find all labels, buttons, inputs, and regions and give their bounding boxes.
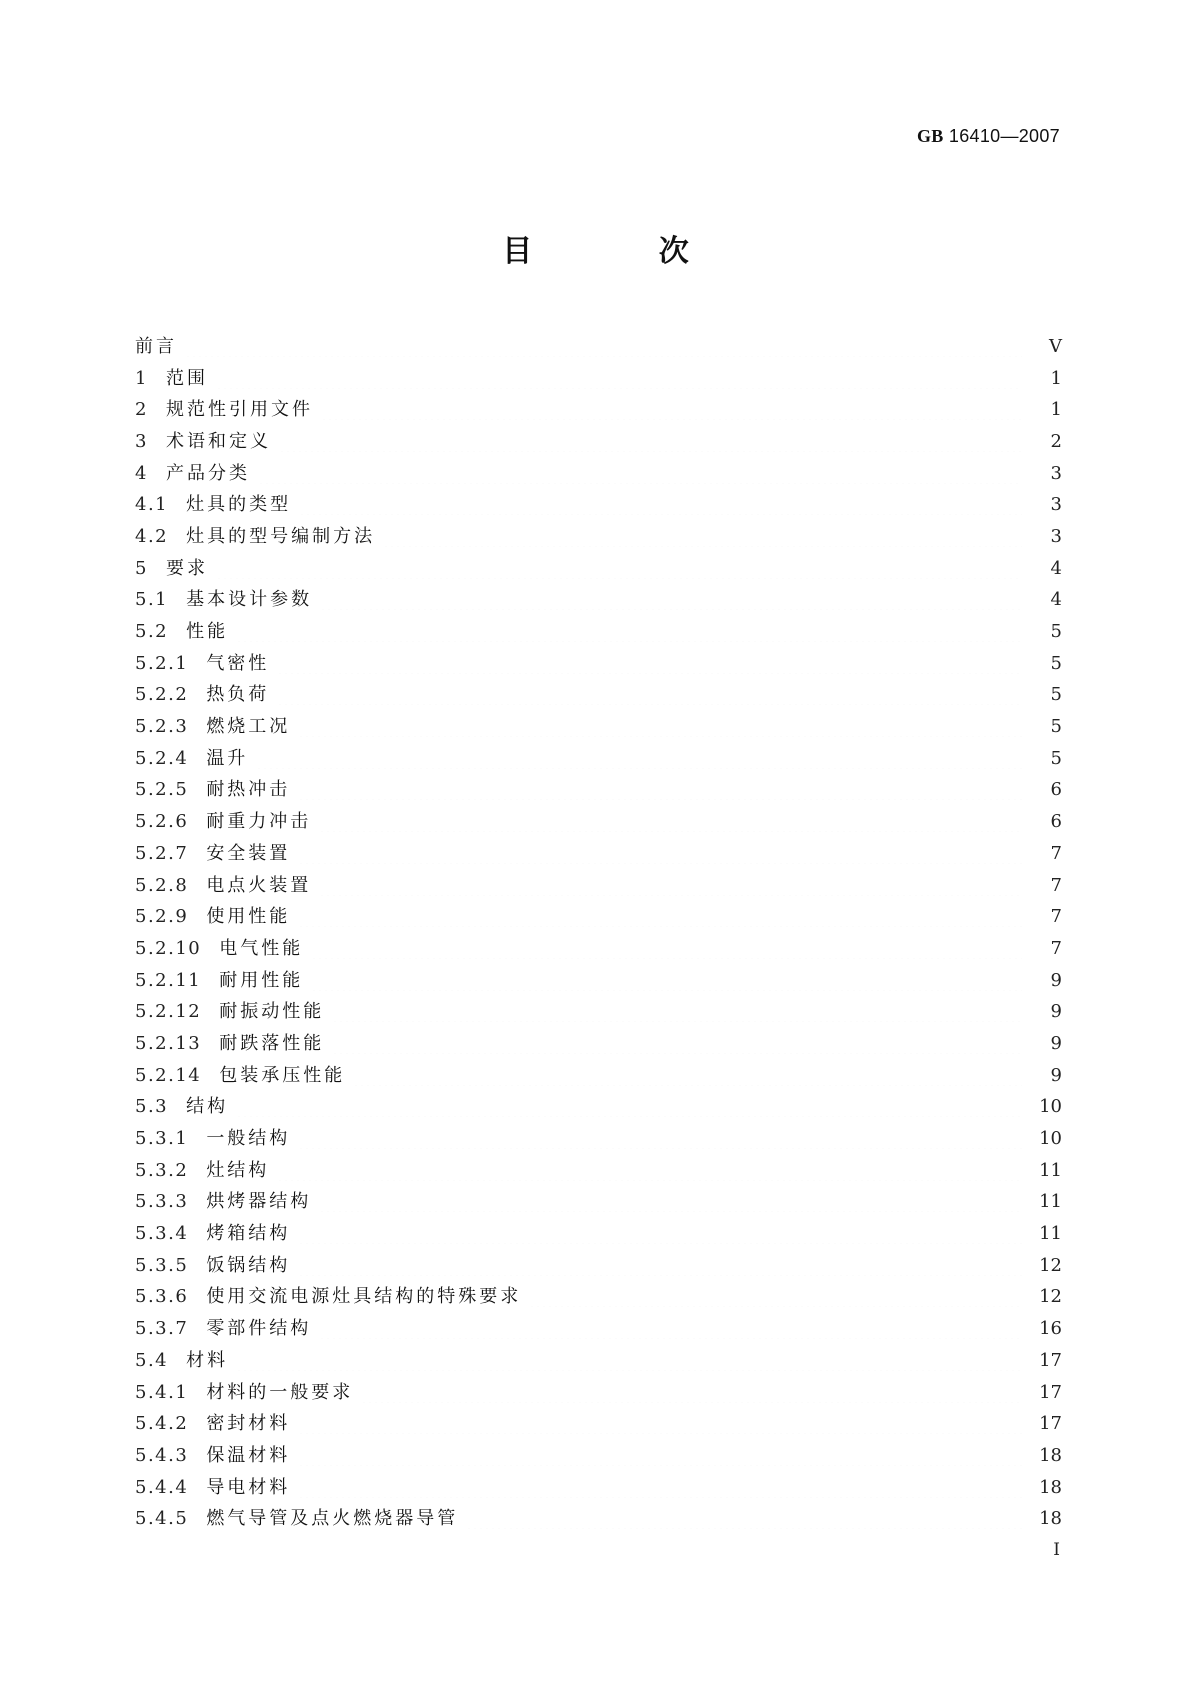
toc-entry-page: 7 [1050, 874, 1062, 896]
toc-entry[interactable] [135, 1060, 1062, 1092]
toc-entry[interactable] [135, 1408, 1062, 1440]
toc-entry[interactable] [135, 933, 1062, 965]
toc-entry-label: 气密性 [206, 652, 270, 674]
toc-dot-leader [236, 622, 1022, 642]
toc-entry-page: 9 [1050, 1032, 1062, 1054]
toc-entry-number: 5.3.5 [135, 1254, 189, 1276]
toc-entry-page: 5 [1050, 716, 1062, 738]
toc-entry-page: 4 [1050, 557, 1062, 579]
toc-dot-leader [332, 1034, 1022, 1054]
toc-entry-page: 10 [1039, 1096, 1062, 1118]
toc-entry-label: 烤箱结构 [206, 1223, 291, 1245]
toc-entry[interactable] [135, 806, 1062, 838]
toc-entry-page: 6 [1050, 811, 1062, 833]
toc-entry-label: 一般结构 [206, 1128, 291, 1150]
toc-entry-page: 5 [1050, 747, 1062, 769]
toc-entry-page: 5 [1050, 684, 1062, 706]
toc-entry-number: 5.2.2 [135, 684, 189, 706]
toc-entry[interactable] [135, 711, 1062, 743]
toc-entry[interactable] [135, 1155, 1062, 1187]
toc-entry-number: 5.3 [135, 1096, 169, 1118]
toc-entry-page: 11 [1039, 1223, 1062, 1245]
toc-dot-leader [185, 337, 1022, 357]
toc-dot-leader [298, 1256, 1022, 1276]
toc-entry-label: 范围 [165, 367, 208, 389]
toc-entry-number: 5.4 [135, 1349, 169, 1371]
toc-entry-label: 零部件结构 [206, 1318, 312, 1340]
toc-entry-page: 11 [1039, 1159, 1062, 1181]
toc-entry-number: 5.4.2 [135, 1413, 189, 1435]
toc-entry-label: 灶具的类型 [186, 494, 292, 516]
toc-entry-number: 4 [135, 462, 148, 484]
toc-entry-page: 17 [1039, 1349, 1062, 1371]
toc-dot-leader [319, 1319, 1022, 1339]
toc-dot-leader [298, 907, 1022, 927]
toc-entry-number: 5.2.5 [135, 779, 189, 801]
toc-entry[interactable] [135, 1187, 1062, 1219]
toc-entry-page: 1 [1050, 367, 1062, 389]
toc-entry-label: 材料的一般要求 [206, 1381, 354, 1403]
toc-entry-label: 导电材料 [206, 1476, 291, 1498]
toc-entry[interactable] [135, 1503, 1062, 1535]
toc-entry-page: 17 [1039, 1413, 1062, 1435]
toc-entry-label: 使用交流电源灶具结构的特殊要求 [206, 1286, 522, 1308]
toc-entry-label: 耐重力冲击 [206, 811, 312, 833]
toc-entry[interactable] [135, 901, 1062, 933]
toc-entry[interactable] [135, 1218, 1062, 1250]
toc-entry-label: 规范性引用文件 [165, 399, 313, 421]
toc-entry[interactable] [135, 743, 1062, 775]
toc-entry-number: 4.1 [135, 494, 169, 516]
toc-dot-leader [258, 464, 1022, 484]
standard-code [917, 126, 1060, 147]
toc-entry-label: 燃烧工况 [206, 716, 291, 738]
toc-entry-label: 材料 [186, 1349, 229, 1371]
toc-entry-page: 5 [1050, 621, 1062, 643]
toc-entry[interactable] [135, 458, 1062, 490]
toc-entry-label: 密封材料 [206, 1413, 291, 1435]
toc-entry-number: 5.2.12 [135, 1001, 202, 1023]
toc-entry-label: 术语和定义 [165, 430, 271, 452]
toc-entry[interactable] [135, 1250, 1062, 1282]
toc-entry-number: 5.1 [135, 589, 169, 611]
toc-dot-leader [332, 1002, 1022, 1022]
toc-entry[interactable] [135, 680, 1062, 712]
toc-entry-label: 安全装置 [206, 842, 291, 864]
toc-entry-number: 5.3.4 [135, 1223, 189, 1245]
toc-dot-leader [216, 369, 1022, 389]
toc-entry[interactable] [135, 996, 1062, 1028]
toc-dot-leader [311, 971, 1022, 991]
toc-entry-label: 温升 [206, 747, 249, 769]
toc-entry-page: 10 [1039, 1128, 1062, 1150]
toc-entry-number: 3 [135, 430, 148, 452]
toc-dot-leader [298, 1446, 1022, 1466]
toc-entry-number: 5 [135, 557, 148, 579]
toc-dot-leader [311, 939, 1022, 959]
standard-code-number: 16410—2007 [943, 126, 1060, 146]
toc-entry-label: 基本设计参数 [186, 589, 313, 611]
toc-entry[interactable] [135, 521, 1062, 553]
table-of-contents [135, 331, 1062, 1535]
toc-entry-page: 3 [1050, 525, 1062, 547]
toc-entry-page: 7 [1050, 906, 1062, 928]
toc-entry-number: 5.2.4 [135, 747, 189, 769]
toc-entry[interactable] [135, 1472, 1062, 1504]
toc-dot-leader [216, 559, 1022, 579]
toc-entry[interactable] [135, 489, 1062, 521]
page-title: 目 次 [502, 234, 747, 269]
toc-entry[interactable] [135, 1345, 1062, 1377]
toc-entry-label: 产品分类 [165, 462, 250, 484]
toc-dot-leader [298, 717, 1022, 737]
toc-entry-number: 5.2.13 [135, 1032, 202, 1054]
toc-dot-leader [298, 844, 1022, 864]
toc-entry-number: 5.2.6 [135, 811, 189, 833]
toc-entry-number: 5.2.7 [135, 842, 189, 864]
toc-dot-leader [319, 876, 1022, 896]
toc-entry[interactable] [135, 1440, 1062, 1472]
toc-dot-leader [320, 590, 1022, 610]
toc-entry-label: 包装承压性能 [219, 1064, 346, 1086]
toc-entry-page: 6 [1050, 779, 1062, 801]
toc-entry-page: 12 [1039, 1286, 1062, 1308]
toc-entry-page: 18 [1039, 1508, 1062, 1530]
toc-entry-number: 5.4.1 [135, 1381, 189, 1403]
toc-dot-leader [236, 1351, 1022, 1371]
toc-entry-number: 5.2.9 [135, 906, 189, 928]
toc-entry-page: 2 [1050, 430, 1062, 452]
toc-entry[interactable] [135, 775, 1062, 807]
toc-entry-number: 1 [135, 367, 148, 389]
toc-entry-number: 5.3.1 [135, 1128, 189, 1150]
toc-entry-page: 9 [1050, 1001, 1062, 1023]
toc-dot-leader [353, 1066, 1022, 1086]
toc-dot-leader [466, 1509, 1022, 1529]
toc-dot-leader [361, 1383, 1022, 1403]
toc-entry-page: 7 [1050, 842, 1062, 864]
toc-entry-page: 18 [1039, 1476, 1062, 1498]
toc-entry-number: 2 [135, 399, 148, 421]
toc-entry-label: 灶结构 [206, 1159, 270, 1181]
toc-entry-label: 热负荷 [206, 684, 270, 706]
toc-entry-number: 4.2 [135, 525, 169, 547]
toc-entry-label: 结构 [186, 1096, 229, 1118]
toc-entry-number: 5.2.14 [135, 1064, 202, 1086]
toc-entry-page: 4 [1050, 589, 1062, 611]
toc-dot-leader [236, 1097, 1022, 1117]
toc-entry[interactable] [135, 1282, 1062, 1314]
toc-entry-number: 5.4.5 [135, 1508, 189, 1530]
toc-entry[interactable] [135, 1092, 1062, 1124]
toc-entry-label: 电气性能 [219, 937, 304, 959]
toc-entry[interactable] [135, 331, 1062, 363]
toc-entry-number: 5.4.4 [135, 1476, 189, 1498]
toc-entry-page: 7 [1050, 937, 1062, 959]
toc-entry-number: 5.3.2 [135, 1159, 189, 1181]
toc-entry-page: 17 [1039, 1381, 1062, 1403]
toc-entry-number: 5.4.3 [135, 1444, 189, 1466]
toc-entry-label: 要求 [165, 557, 208, 579]
toc-entry[interactable] [135, 553, 1062, 585]
toc-entry-label: 灶具的型号编制方法 [186, 525, 376, 547]
toc-entry[interactable] [135, 363, 1062, 395]
toc-entry-label: 前言 [135, 335, 177, 357]
toc-entry-page: 9 [1050, 969, 1062, 991]
toc-dot-leader [298, 1414, 1022, 1434]
toc-entry[interactable] [135, 870, 1062, 902]
toc-entry-number: 5.2.1 [135, 652, 189, 674]
toc-entry-number: 5.3.7 [135, 1318, 189, 1340]
toc-entry-label: 耐热冲击 [206, 779, 291, 801]
toc-dot-leader [298, 1224, 1022, 1244]
toc-dot-leader [277, 685, 1022, 705]
toc-entry[interactable] [135, 648, 1062, 680]
toc-entry-page: 3 [1050, 462, 1062, 484]
toc-entry-label: 耐振动性能 [219, 1001, 325, 1023]
toc-entry-number: 5.3.3 [135, 1191, 189, 1213]
toc-entry-page: 18 [1039, 1444, 1062, 1466]
toc-entry-label: 性能 [186, 621, 229, 643]
toc-dot-leader [298, 780, 1022, 800]
toc-dot-leader [319, 812, 1022, 832]
toc-dot-leader [383, 527, 1022, 547]
toc-entry[interactable] [135, 1123, 1062, 1155]
toc-entry-page: 9 [1050, 1064, 1062, 1086]
toc-entry-label: 电点火装置 [206, 874, 312, 896]
toc-entry-number: 5.2.11 [135, 969, 202, 991]
toc-entry-page: 11 [1039, 1191, 1062, 1213]
toc-entry[interactable] [135, 965, 1062, 997]
toc-entry[interactable] [135, 585, 1062, 617]
toc-entry-label: 使用性能 [206, 906, 291, 928]
toc-entry-page: 12 [1039, 1254, 1062, 1276]
toc-entry[interactable] [135, 838, 1062, 870]
toc-entry-number: 5.2.10 [135, 937, 202, 959]
toc-entry-label: 燃气导管及点火燃烧器导管 [206, 1508, 459, 1530]
toc-entry-number: 5.2.8 [135, 874, 189, 896]
toc-dot-leader [321, 400, 1022, 420]
toc-entry-page: 3 [1050, 494, 1062, 516]
toc-entry-label: 耐跌落性能 [219, 1032, 325, 1054]
toc-entry-label: 饭锅结构 [206, 1254, 291, 1276]
toc-dot-leader [298, 1129, 1022, 1149]
toc-dot-leader [529, 1287, 1022, 1307]
standard-code-prefix: GB [916, 126, 944, 146]
toc-dot-leader [256, 749, 1022, 769]
toc-entry-page: 5 [1050, 652, 1062, 674]
toc-entry-page: 16 [1039, 1318, 1062, 1340]
toc-entry-label: 保温材料 [206, 1444, 291, 1466]
toc-dot-leader [319, 1192, 1022, 1212]
toc-entry-page: V [1049, 335, 1062, 357]
toc-entry-label: 烘烤器结构 [206, 1191, 312, 1213]
toc-entry-page: 1 [1050, 399, 1062, 421]
toc-entry[interactable] [135, 394, 1062, 426]
toc-dot-leader [279, 432, 1022, 452]
toc-dot-leader [299, 495, 1022, 515]
toc-dot-leader [277, 1161, 1022, 1181]
toc-entry-label: 耐用性能 [219, 969, 304, 991]
toc-entry[interactable] [135, 616, 1062, 648]
page-number: I [1053, 1540, 1060, 1560]
toc-entry-number: 5.2 [135, 621, 169, 643]
toc-entry-number: 5.3.6 [135, 1286, 189, 1308]
toc-entry-number: 5.2.3 [135, 716, 189, 738]
toc-entry[interactable] [135, 426, 1062, 458]
toc-entry[interactable] [135, 1377, 1062, 1409]
toc-entry[interactable] [135, 1313, 1062, 1345]
toc-entry[interactable] [135, 1028, 1062, 1060]
toc-dot-leader [277, 654, 1022, 674]
toc-dot-leader [298, 1478, 1022, 1498]
